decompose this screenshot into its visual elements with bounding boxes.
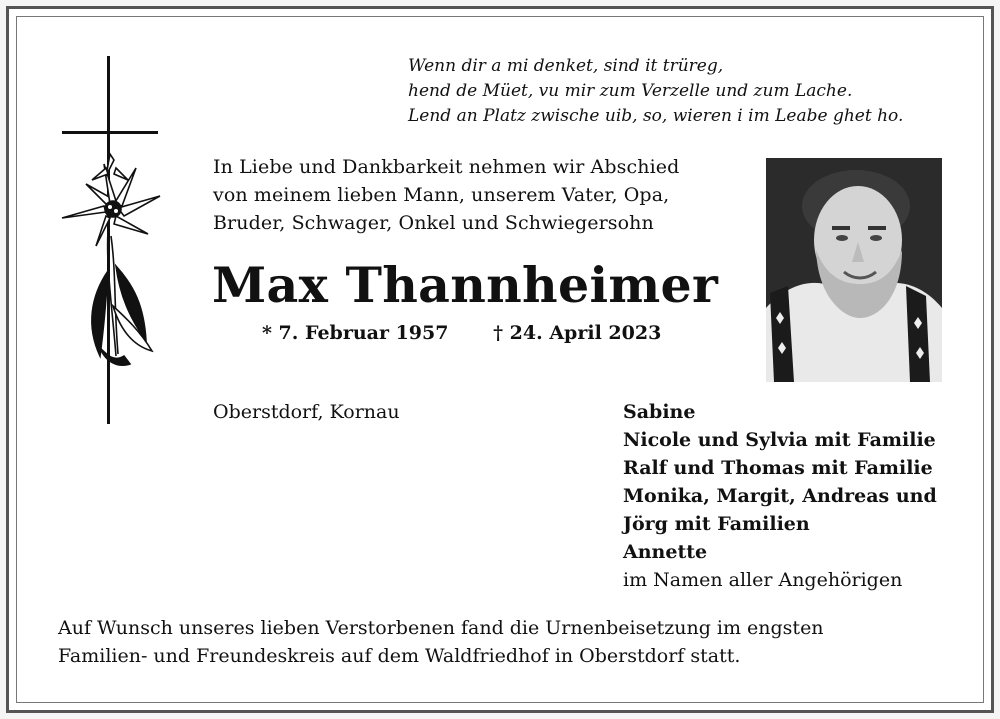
cross-icon — [62, 56, 158, 424]
intro-line: In Liebe und Dankbarkeit nehmen wir Abschied — [213, 156, 680, 178]
motto-line: Lend an Platz zwische uib, so, wieren i im Leabe ghet ho. — [408, 106, 904, 126]
place-of-residence: Oberstdorf, Kornau — [213, 401, 400, 423]
mourner-line: Nicole und Sylvia mit Familie — [623, 429, 936, 451]
burial-notice — [58, 614, 944, 670]
motto-verse — [408, 54, 903, 129]
intro-text — [213, 153, 733, 237]
portrait-photo — [766, 158, 942, 382]
burial-notice-line: Auf Wunsch unseres lieben Verstorbenen fand die Urnenbeisetzung im engsten — [58, 617, 824, 639]
motto-line: hend de Müet, vu mir zum Verzelle und zum Lache. — [408, 81, 853, 101]
motto-line: Wenn dir a mi denket, sind it trüreg, — [408, 56, 724, 76]
mourner-line: Annette — [623, 541, 708, 563]
edelweiss-icon — [62, 154, 160, 365]
intro-line: Bruder, Schwager, Onkel und Schwiegersohn — [213, 212, 654, 234]
intro-line: von meinem lieben Mann, unserem Vater, Opa, — [213, 184, 670, 206]
mourner-line: Ralf und Thomas mit Familie — [623, 457, 933, 479]
mourner-line: Jörg mit Familien — [623, 513, 810, 535]
mourner-line-closing: im Namen aller Angehörigen — [623, 569, 903, 591]
mourners-list — [623, 398, 953, 594]
burial-notice-line: Familien- und Freundeskreis auf dem Waldfriedhof in Oberstdorf statt. — [58, 645, 741, 667]
deceased-name: Max Thannheimer — [212, 256, 719, 314]
mourner-line: Sabine — [623, 401, 696, 423]
portrait-illustration — [766, 158, 942, 382]
birth-date: * 7. Februar 1957 — [262, 322, 449, 344]
life-dates — [262, 320, 742, 346]
mourner-line: Monika, Margit, Andreas und — [623, 485, 937, 507]
death-date: † 24. April 2023 — [493, 322, 662, 344]
cross-edelweiss-graphic — [56, 56, 172, 426]
